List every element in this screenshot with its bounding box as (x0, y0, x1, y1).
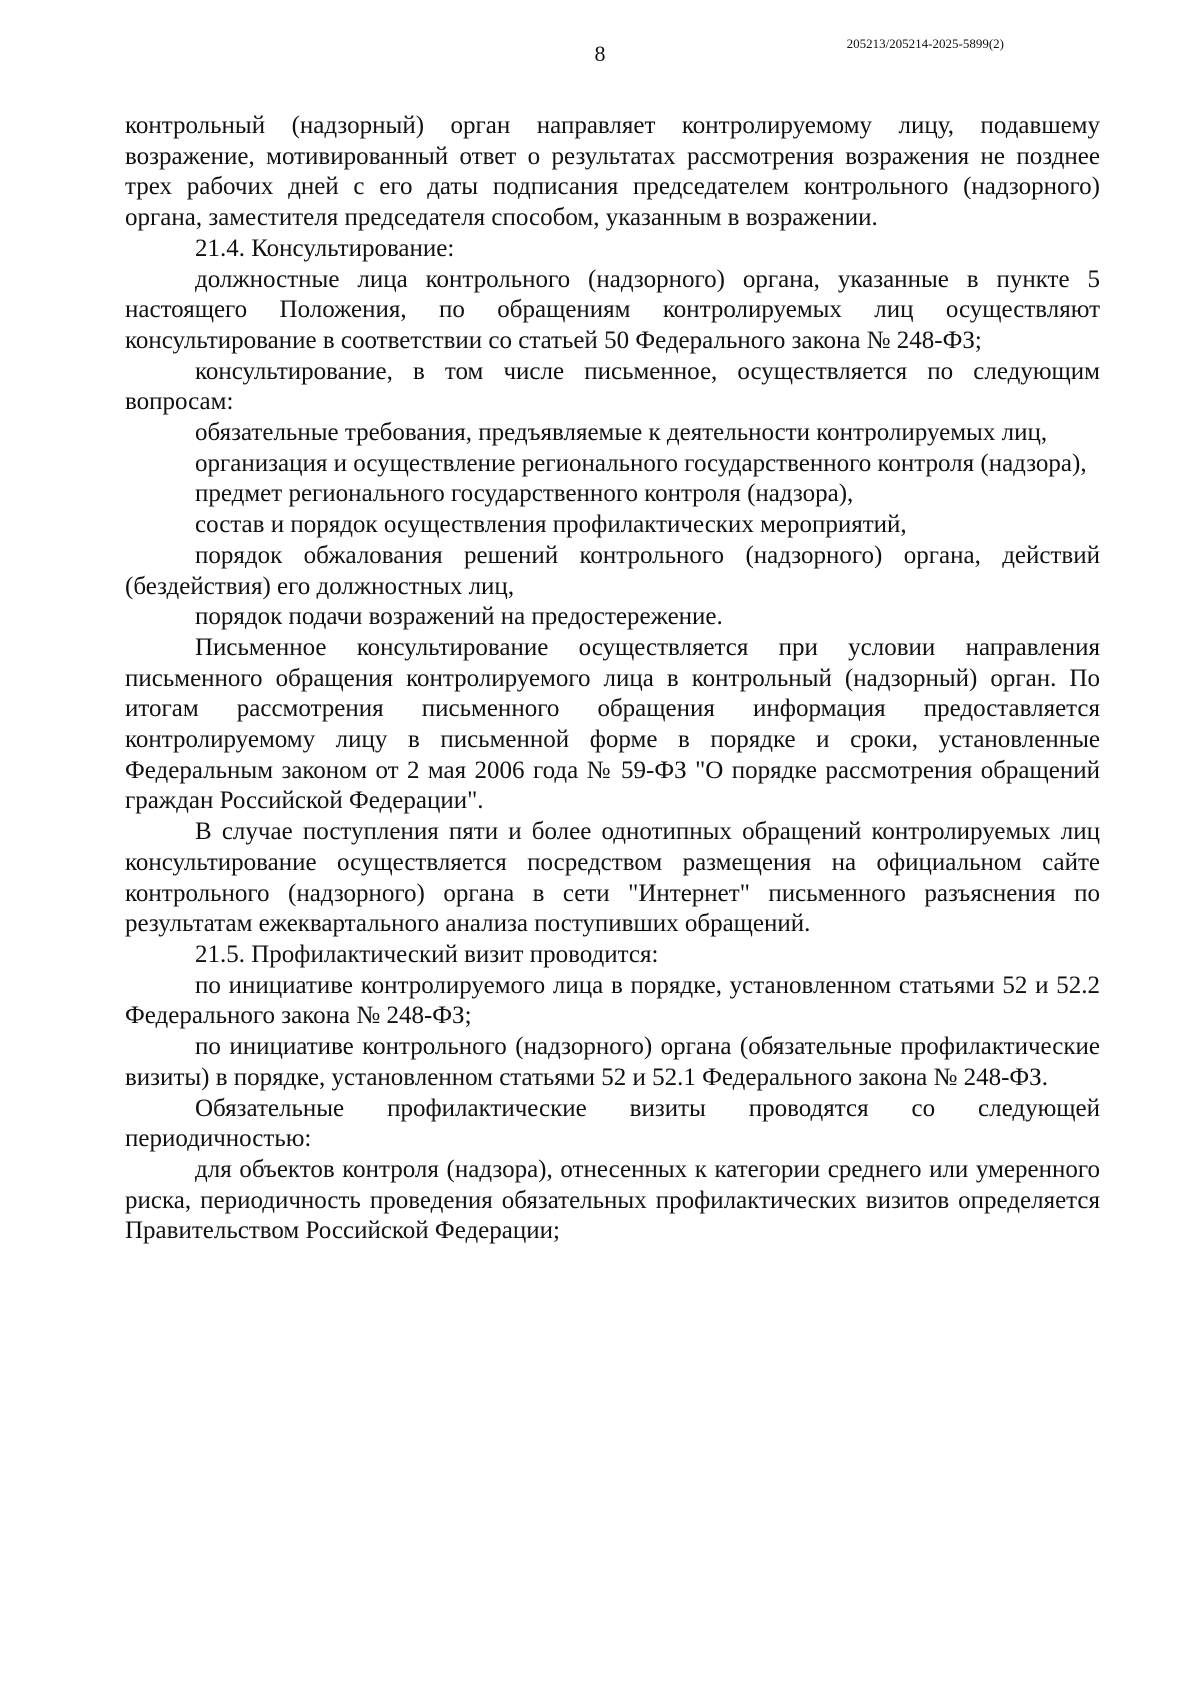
paragraph-visit-by-authority: по инициативе контрольного (надзорного) органа (обязательные профилактические визиты) в порядке, установленном статьями 52 и 52.1 Федерального закона № 248-ФЗ. (125, 1033, 1100, 1091)
paragraph-mandatory-visits-frequency: Обязательные профилактические визиты проводятся со следующей периодичностью: (125, 1094, 1100, 1153)
page-number: 8 (594, 41, 606, 66)
paragraph-objection-response: контрольный (надзорный) орган направляет контролируемому лицу, подавшему возражение, мотивированный ответ о результатах рассмотрения возражения не позднее трех рабочих дней с его даты подписания председателем контрольного (надзорного) органа, заместителя председателя способом, указанным в возражении. (125, 112, 1100, 232)
list-item-appeal-procedure: порядок обжалования решений контрольного (надзорного) органа, действий (бездействия) его должностных лиц, (125, 541, 1100, 600)
list-item-control-subject: предмет регионального государственного контроля (надзора), (195, 480, 854, 508)
document-body (125, 111, 1100, 1247)
paragraph-consulting-officials: должностные лица контрольного (надзорного) органа, указанные в пункте 5 настоящего Положения, по обращениям контролируемых лиц осуществляют консультирование в соответствии со статьей 50 Федерального закона № 248-ФЗ; (125, 265, 1100, 354)
paragraph-written-consulting: Письменное консультирование осуществляется при условии направления письменного обращения контролируемого лица в контрольный (надзорный) орган. По итогам рассмотрения письменного обращения информация предоставляется контролируемому лицу в письменной форме в порядке и сроки, установленные Федеральным законом от 2 мая 2006 года № 59-ФЗ "О порядке рассмотрения обращений граждан Российской Федерации". (125, 633, 1100, 815)
paragraph-visit-by-controlled-person: по инициативе контролируемого лица в порядке, установленном статьями 52 и 52.2 Федерального закона № 248-ФЗ; (125, 971, 1100, 1030)
paragraph-similar-requests: В случае поступления пяти и более однотипных обращений контролируемых лиц консультирование осуществляется посредством размещения на официальном сайте контрольного (надзорного) органа в сети "Интернет" письменного разъяснения по результатам ежеквартального анализа поступивших обращений. (125, 818, 1100, 938)
section-21-5-heading: 21.5. Профилактический визит проводится: (195, 940, 659, 968)
paragraph-consulting-topics-intro: консультирование, в том числе письменное, осуществляется по следующим вопросам: (125, 357, 1100, 416)
list-item-organization-control: организация и осуществление регионального государственного контроля (надзора), (195, 449, 1087, 477)
list-item-preventive-measures: состав и порядок осуществления профилактических мероприятий, (195, 511, 907, 539)
list-item-mandatory-requirements: обязательные требования, предъявляемые к деятельности контролируемых лиц, (195, 419, 1048, 447)
section-21-4-heading: 21.4. Консультирование: (195, 234, 455, 262)
document-code: 205213/205214-2025-5899(2) (846, 36, 1004, 51)
paragraph-medium-risk-objects: для объектов контроля (надзора), отнесенных к категории среднего или умеренного риска, периодичность проведения обязательных профилактических визитов определяется Правительством Российской Федерации; (125, 1155, 1100, 1245)
list-item-objection-procedure: порядок подачи возражений на предостережение. (195, 603, 723, 631)
